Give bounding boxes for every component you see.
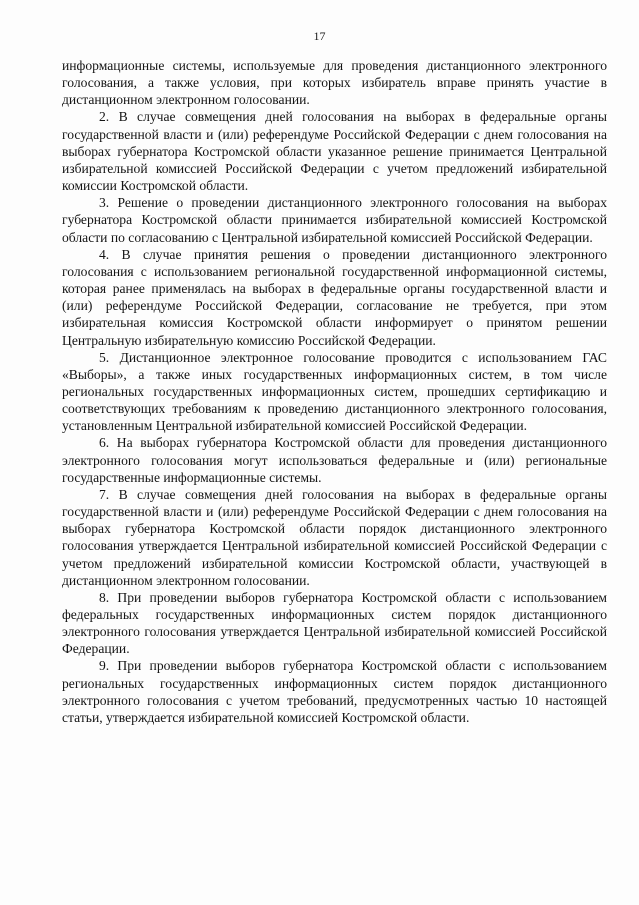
paragraph-2: 2. В случае совмещения дней голосования на выборах в федеральные органы государственной власти и (или) референдуме Российской Федерации с днем голосования на выборах губернатора Костромской области указанное решение принимается Центральной избирательной комиссией Российской Федерации с учетом предложений избирательной комиссии Костромской области.: [62, 109, 607, 194]
paragraph-continuation: информационные системы, используемые для проведения дистанционного электронного голосования, а также условия, при которых избиратель вправе принять участие в дистанционном электронном голосовании.: [62, 58, 607, 108]
paragraph-5: 5. Дистанционное электронное голосование проводится с использованием ГАС «Выборы», а также иных государственных информационных систем, в том числе региональных государственных информационных систем, прошедших сертификацию и соответствующих требованиям к проведению дистанционного электронного голосования, установленным Центральной избирательной комиссией Российской Федерации.: [62, 349, 607, 434]
paragraph-4: 4. В случае принятия решения о проведении дистанционного электронного голосования с использованием региональной государственной информационной системы, которая ранее применялась на выборах в федеральные органы государственной власти и (или) референдуме Российской Федерации, согласование не требуется, при этом избирательная комиссия Костромской области информирует о принятом решении Центральную избирательную комиссию Российской Федерации.: [62, 246, 607, 348]
paragraph-7: 7. В случае совмещения дней голосования на выборах в федеральные органы государственной власти и (или) референдуме Российской Федерации с днем голосования на выборах губернатора Костромской области порядок дистанционного электронного голосования утверждается Центральной избирательной комиссией Российской Федерации с учетом предложений избирательной комиссии Костромской области, участвующей в дистанционном электронном голосовании.: [62, 486, 607, 588]
paragraph-8: 8. При проведении выборов губернатора Костромской области с использованием федеральных государственных информационных систем порядок дистанционного электронного голосования утверждается Центральной избирательной комиссией Российской Федерации.: [62, 589, 607, 657]
paragraph-6: 6. На выборах губернатора Костромской области для проведения дистанционного электронного голосования могут использоваться федеральные и (или) региональные государственные информационные системы.: [62, 435, 607, 485]
paragraph-3: 3. Решение о проведении дистанционного электронного голосования на выборах губернатора Костромской области принимается избирательной комиссией Костромской области по согласованию с Центральной избирательной комиссией Российской Федерации.: [62, 195, 607, 245]
page-number: 17: [313, 29, 326, 43]
paragraph-9: 9. При проведении выборов губернатора Костромской области с использованием региональных государственных информационных систем порядок дистанционного электронного голосования с учетом требований, предусмотренных частью 10 настоящей статьи, утверждается избирательной комиссией Костромской области.: [62, 658, 607, 725]
document-body: [62, 57, 607, 726]
